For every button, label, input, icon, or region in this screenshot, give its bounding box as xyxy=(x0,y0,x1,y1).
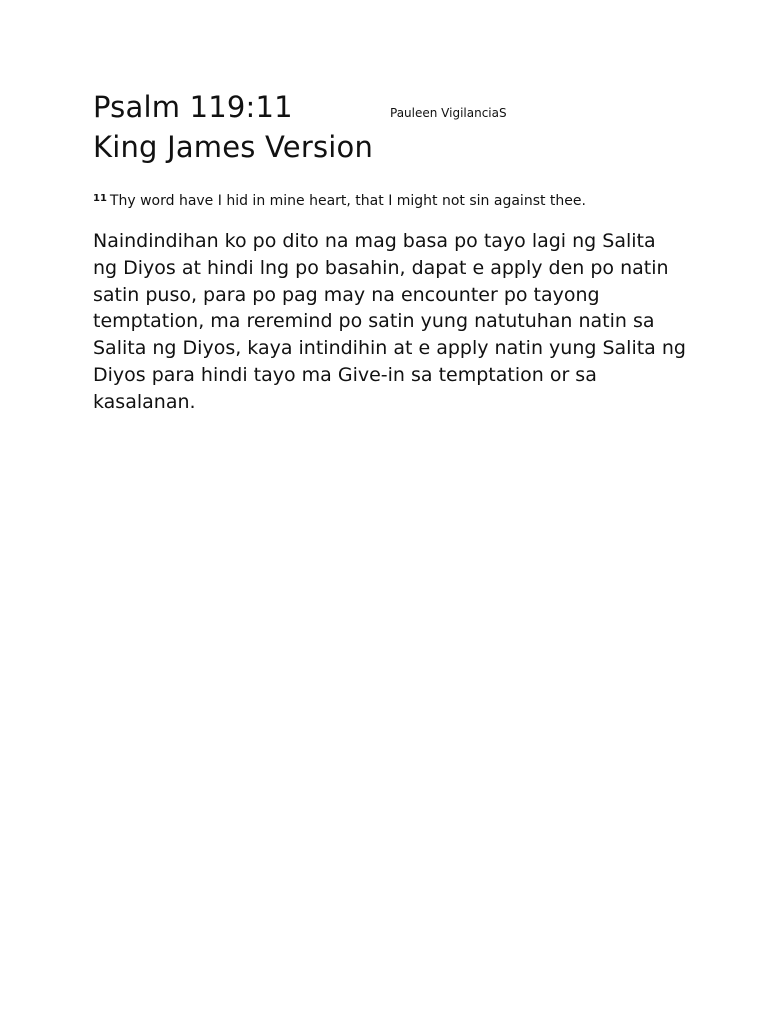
author-name: Pauleen VigilanciaS xyxy=(390,106,507,120)
reflection-line: Salita ng Diyos, kaya intindihin at e apply natin yung Salita ng xyxy=(93,337,686,360)
reflection-line: Diyos para hindi tayo ma Give-in sa temptation or sa xyxy=(93,363,597,386)
reflection-line: satin puso, para po pag may na encounter po tayong xyxy=(93,283,600,306)
reflection-paragraph xyxy=(93,228,693,416)
version-title: King James Version xyxy=(93,130,374,164)
reflection-line: Naindindihan ko po dito na mag basa po tayo lagi ng Salita xyxy=(93,230,656,252)
reflection-line: temptation, ma reremind po satin yung natutuhan natin sa xyxy=(93,310,655,333)
page-title: Psalm 119:11 xyxy=(93,90,293,124)
verse-text xyxy=(93,190,586,210)
verse-number: 11 xyxy=(93,193,107,204)
reflection-line: ng Diyos at hindi lng po basahin, dapat e apply den po natin xyxy=(93,256,669,279)
reflection-line: kasalanan. xyxy=(93,390,196,413)
verse-body: Thy word have I hid in mine heart, that I might not sin against thee. xyxy=(109,193,586,209)
